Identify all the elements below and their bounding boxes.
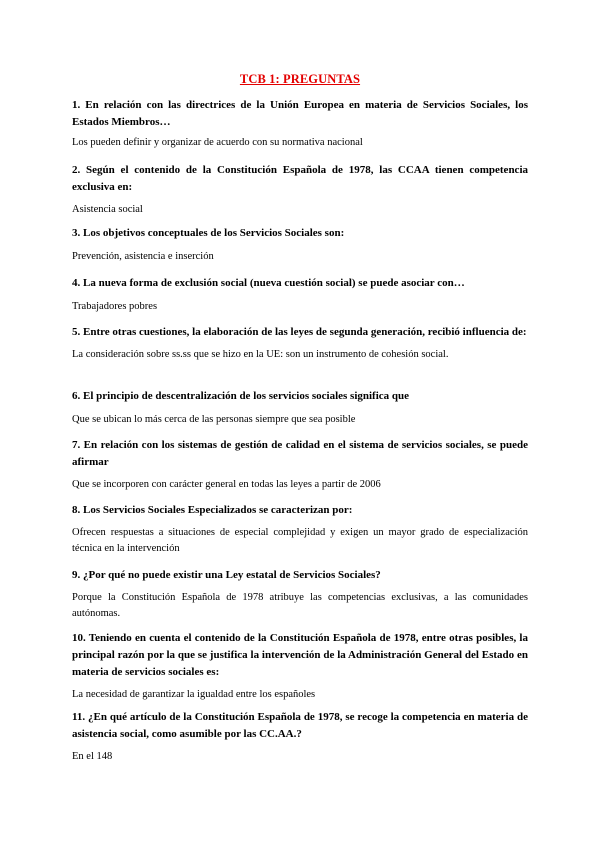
answer-9: Porque la Constitución Española de 1978 atribuye las competencias exclusivas, a las comunidades autónomas. [72, 592, 528, 619]
answer-3: Prevención, asistencia e inserción [72, 251, 214, 262]
page-title: TCB 1: PREGUNTAS [239, 72, 361, 86]
qa-item-10 [72, 630, 528, 703]
question-9: 9. ¿Por qué no puede existir una Ley estatal de Servicios Sociales? [72, 569, 381, 581]
answer-4: Trabajadores pobres [72, 301, 158, 312]
question-2: 2. Según el contenido de la Constitución Española de 1978, las CCAA tienen competencia exclusiva en: [72, 164, 528, 193]
qa-item-4 [72, 275, 528, 315]
qa-item-3 [72, 225, 528, 265]
answer-7: Que se incorporen con carácter general en todas las leyes a partir de 2006 [72, 479, 381, 490]
qa-item-9 [72, 567, 528, 622]
qa-item-2 [72, 162, 528, 218]
answer-1: Los pueden definir y organizar de acuerdo con su normativa nacional [72, 137, 363, 148]
answer-8: Ofrecen respuestas a situaciones de especial complejidad y exigen un mayor grado de especialización técnica en la intervención [72, 527, 528, 554]
answer-10: La necesidad de garantizar la igualdad entre los españoles [72, 689, 316, 700]
question-4: 4. La nueva forma de exclusión social (nueva cuestión social) se puede asociar con… [72, 277, 465, 289]
question-11: 11. ¿En qué artículo de la Constitución Española de 1978, se recoge la competencia en materia de asistencia social, como asumible por las CC.AA.? [72, 711, 528, 740]
qa-item-6 [72, 388, 528, 428]
qa-item-7 [72, 437, 528, 493]
question-6: 6. El principio de descentralización de los servicios sociales significa que [72, 390, 410, 402]
answer-5: La consideración sobre ss.ss que se hizo en la UE: son un instrumento de cohesión social. [72, 349, 449, 360]
question-3: 3. Los objetivos conceptuales de los Servicios Sociales son: [72, 227, 345, 239]
question-8: 8. Los Servicios Sociales Especializados se caracterizan por: [72, 504, 353, 516]
question-1: 1. En relación con las directrices de la Unión Europea en materia de Servicios Sociales, los Estados Miembros… [72, 99, 528, 128]
qa-item-8 [72, 502, 528, 557]
question-7: 7. En relación con los sistemas de gestión de calidad en el sistema de servicios sociales, se puede afirmar [72, 439, 528, 468]
question-10: 10. Teniendo en cuenta el contenido de la Constitución Española de 1978, entre otras posibles, la principal razón por la que se justifica la intervención de la Administración General del Estado en materia de servicios sociales es: [72, 632, 528, 678]
answer-11: En el 148 [72, 751, 113, 762]
qa-item-5 [72, 324, 528, 363]
qa-item-11 [72, 709, 528, 765]
qa-item-1 [72, 97, 528, 151]
question-5: 5. Entre otras cuestiones, la elaboración de las leyes de segunda generación, recibió influencia de: [72, 326, 527, 338]
answer-2: Asistencia social [72, 204, 143, 215]
answer-6: Que se ubican lo más cerca de las personas siempre que sea posible [72, 414, 356, 425]
